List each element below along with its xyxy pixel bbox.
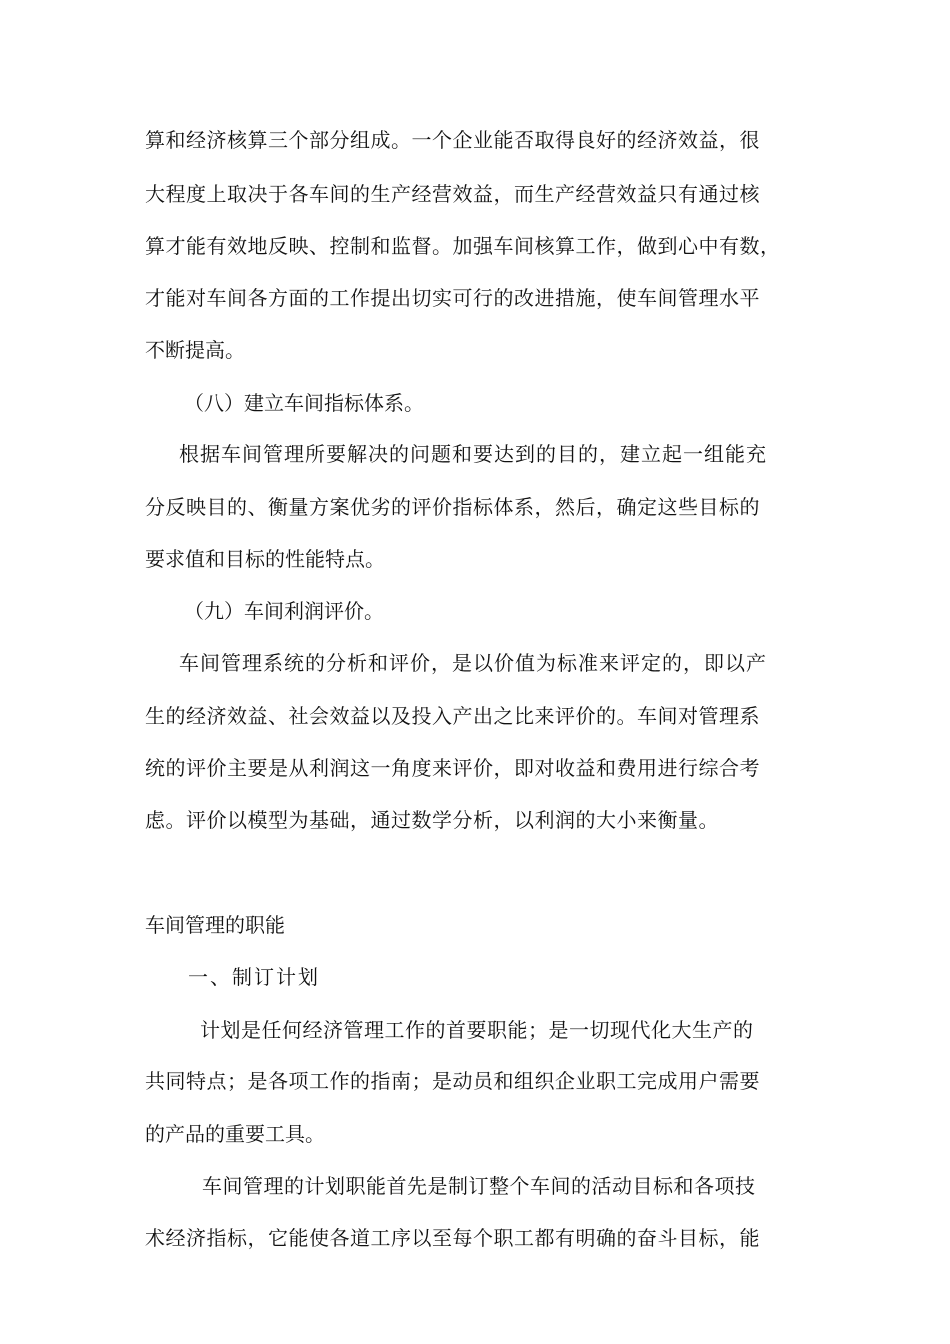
text-line: 要求值和目标的性能特点。 [145,547,385,571]
text-line: 术经济指标，它能使各道工序以至每个职工都有明确的奋斗目标，能 [145,1226,760,1250]
heading-nine: （九）车间利润评价。 [184,599,384,623]
text-line: 计划是任何经济管理工作的首要职能；是一切现代化大生产的 [200,1018,754,1042]
text-line: 虑。评价以模型为基础，通过数学分析，以利润的大小来衡量。 [145,808,719,832]
text-line: 不断提高。 [145,338,245,362]
text-line: 才能对车间各方面的工作提出切实可行的改进措施，使车间管理水平 [145,286,760,310]
text-line: 的产品的重要工具。 [145,1122,325,1146]
subsection-title: 一、制订计划 [188,965,320,989]
text-line: 算和经济核算三个部分组成。一个企业能否取得良好的经济效益，很 [145,128,760,152]
text-line: 大程度上取决于各车间的生产经营效益，而生产经营效益只有通过核 [145,182,760,206]
text-line: 生的经济效益、社会效益以及投入产出之比来评价的。车间对管理系 [145,704,760,728]
heading-eight: （八）建立车间指标体系。 [184,391,424,415]
text-line: 算才能有效地反映、控制和监督。加强车间核算工作，做到心中有数， [145,234,781,258]
text-line: 根据车间管理所要解决的问题和要达到的目的，建立起一组能充 [179,442,767,466]
text-line: 共同特点；是各项工作的指南；是动员和组织企业职工完成用户需要 [145,1069,760,1093]
text-line: 统的评价主要是从利润这一角度来评价，即对收益和费用进行综合考 [145,756,760,780]
text-line: 车间管理系统的分析和评价，是以价值为标准来评定的，即以产 [179,651,767,675]
section-title: 车间管理的职能 [145,913,285,937]
text-line: 车间管理的计划职能首先是制订整个车间的活动目标和各项技 [202,1174,756,1198]
text-line: 分反映目的、衡量方案优劣的评价指标体系，然后，确定这些目标的 [145,495,760,519]
